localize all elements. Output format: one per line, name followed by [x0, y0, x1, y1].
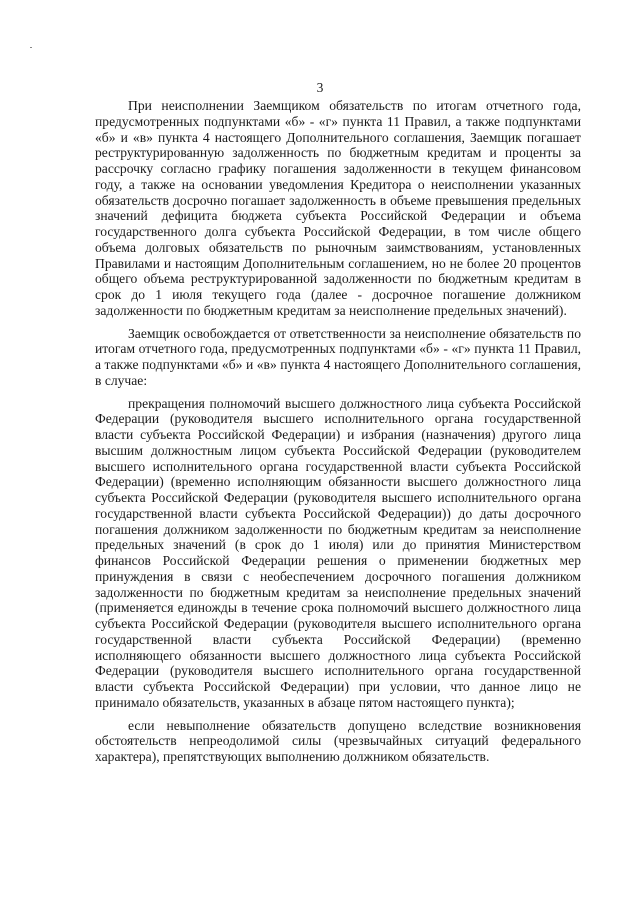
document-body: [95, 98, 581, 765]
page-number: 3: [316, 80, 324, 95]
scan-speck: [30, 47, 32, 48]
paragraph-release-from-liability: Заемщик освобождается от ответственности за неисполнение обязательств по итогам отчетного года, предусмотренных подпунктами «б» - «г» пункта 11 Правил, а также подпунктами «б» и «в» пункта 4 настоящего Дополнительного соглашения, в случае:: [95, 325, 581, 388]
paragraph-termination-of-powers: прекращения полномочий высшего должностного лица субъекта Российской Федерации (руководителя высшего исполнительного органа государственной власти субъекта Российской Федерации) и избрания (назначения) другого лица высшим должностным лицом субъекта Российской Федерации (руководителем высшего исполнительного органа государственной власти субъекта Российской Федерации) (временно исполняющим обязанности высшего должностного лица субъекта Российской Федерации (руководителя высшего исполнительного органа государственной власти субъекта Российской Федерации)) до даты досрочного погашения должником задолженности по бюджетным кредитам за неисполнение предельных значений (в срок до 1 июля) или до принятия Министерством финансов Российской Федерации решения о применении бюджетных мер принуждения в связи с необеспечением досрочного погашения должником задолженности по бюджетным кредитам за неисполнение предельных значений (применяется единожды в течение срока полномочий высшего должностного лица субъекта Российской Федерации (руководителя высшего исполнительного органа государственной власти субъекта Российской Федерации) (временно исполняющего обязанности высшего должностного лица субъекта Российской Федерации (руководителя высшего исполнительного органа государственной власти субъекта Российской Федерации) при условии, что данное лицо не принимало обязательств, указанных в абзаце пятом настоящего пункта);: [95, 395, 581, 710]
paragraph-force-majeure: если невыполнение обязательств допущено вследствие возникновения обстоятельств непреодолимой силы (чрезвычайных ситуаций федерального характера), препятствующих выполнению должником обязательств.: [95, 717, 581, 764]
paragraph-non-fulfillment: При неисполнении Заемщиком обязательств по итогам отчетного года, предусмотренных подпунктами «б» - «г» пункта 11 Правил, а также подпунктами «б» и «в» пункта 4 настоящего Дополнительного соглашения, Заемщик погашает реструктурированную задолженность по бюджетным кредитам и проценты за рассрочку согласно графику погашения задолженности в текущем финансовом году, а также на основании уведомления Кредитора о неисполнении указанных обязательств досрочно погашает задолженность в объеме превышения предельных значений дефицита бюджета субъекта Российской Федерации и объема государственного долга субъекта Российской Федерации, в том числе общего объема долговых обязательств по рыночным заимствованиям, установленных Правилами и настоящим Дополнительным соглашением, но не более 20 процентов общего объема реструктурированной задолженности по бюджетным кредитам в срок до 1 июля текущего года (далее - досрочное погашение должником задолженности по бюджетным кредитам за неисполнение предельных значений).: [95, 98, 581, 318]
